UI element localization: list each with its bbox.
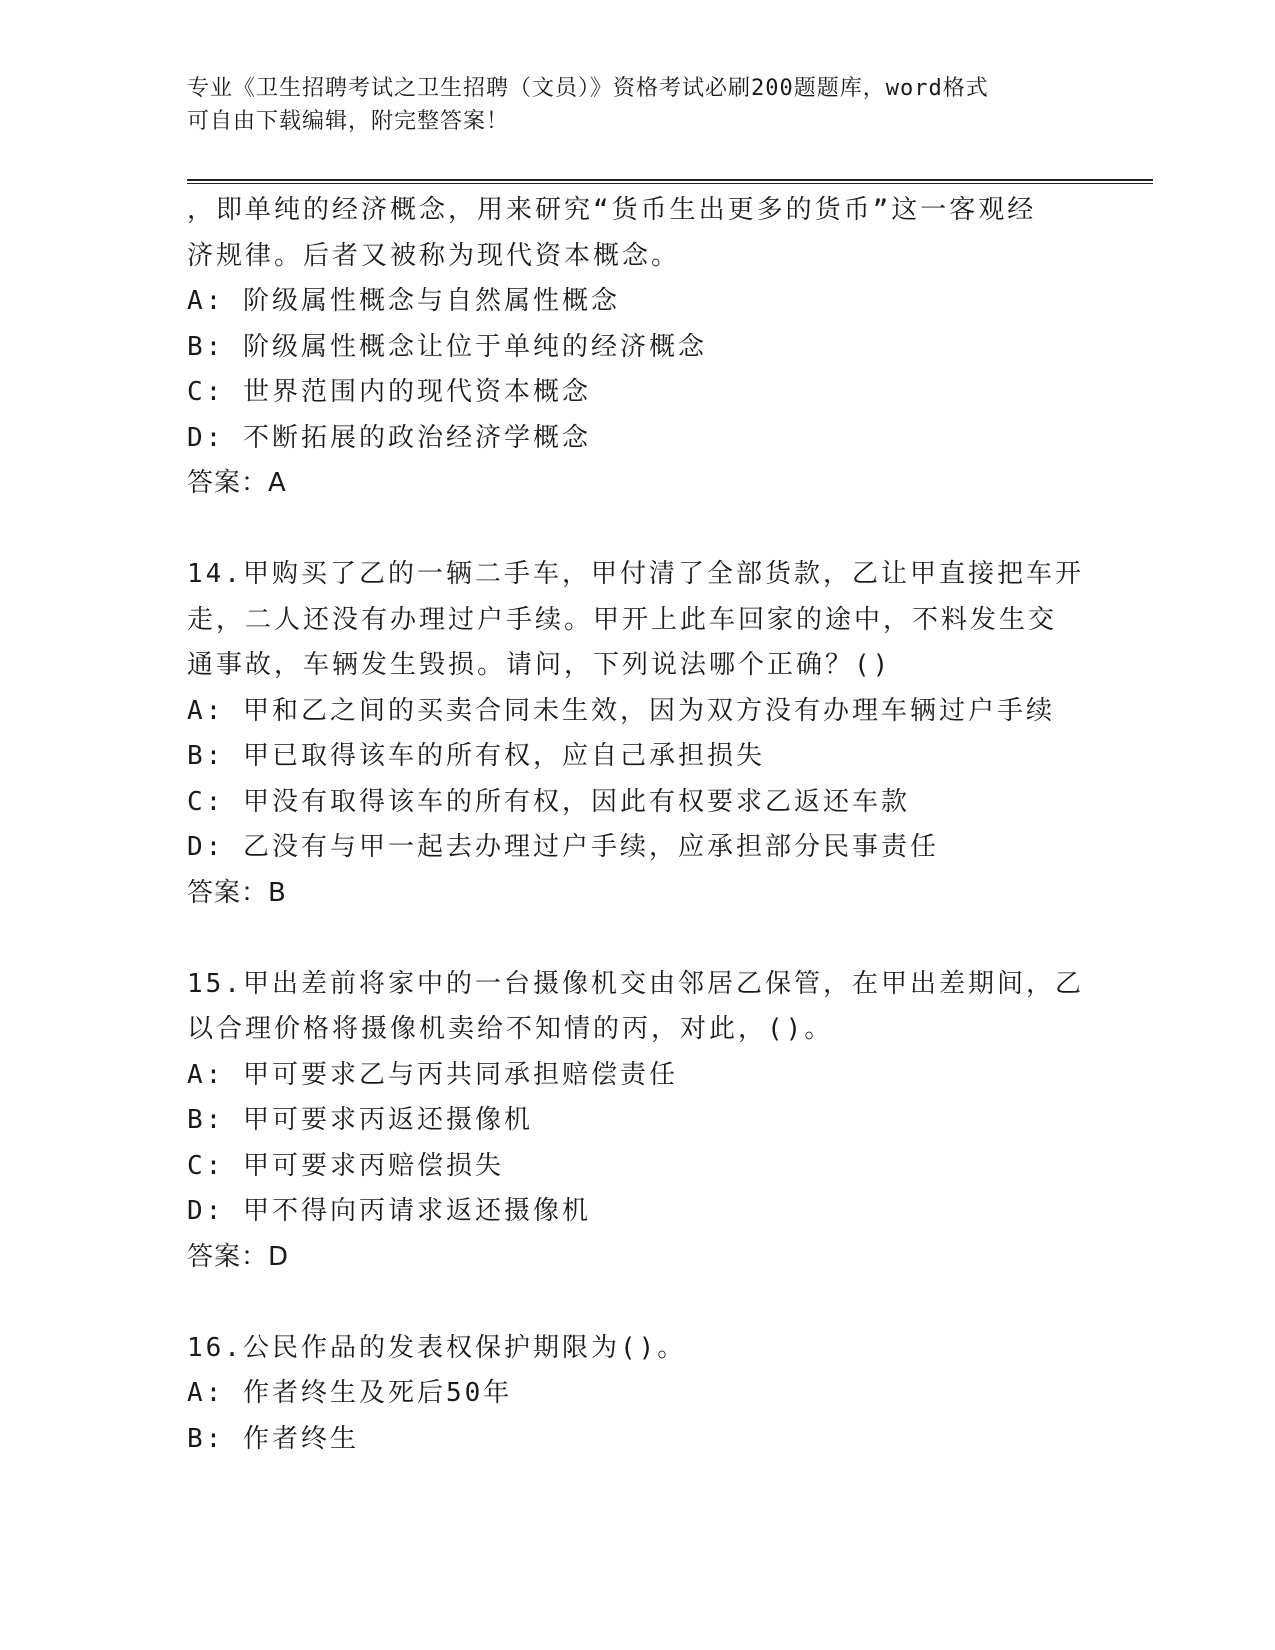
question-text-line: 以合理价格将摄像机卖给不知情的丙，对此，()。 bbox=[187, 1014, 834, 1044]
question-text-line: 16.公民作品的发表权保护期限为()。 bbox=[187, 1332, 687, 1363]
answer-label: 答案：A bbox=[187, 468, 287, 498]
document-header bbox=[187, 72, 1087, 138]
question-15 bbox=[187, 962, 1087, 1281]
answer-label: 答案：D bbox=[187, 1241, 290, 1272]
option-b: B: 甲已取得该车的所有权，应自己承担损失 bbox=[187, 741, 765, 771]
question-text-line: 15.甲出差前将家中的一台摄像机交由邻居乙保管，在甲出差期间，乙 bbox=[187, 968, 1084, 999]
question-text-line: 走，二人还没有办理过户手续。甲开上此车回家的途中，不料发生交 bbox=[187, 604, 1058, 635]
option-c: C: 甲可要求丙赔偿损失 bbox=[187, 1150, 504, 1181]
option-d: D: 甲不得向丙请求返还摄像机 bbox=[187, 1196, 591, 1226]
option-b: B: 甲可要求丙返还摄像机 bbox=[187, 1105, 533, 1135]
header-line-2: 可自由下载编辑，附完整答案！ bbox=[187, 109, 510, 134]
option-b: B: 作者终生 bbox=[187, 1423, 359, 1454]
spacer bbox=[187, 507, 1087, 553]
option-c: C: 甲没有取得该车的所有权，因此有权要求乙返还车款 bbox=[187, 786, 910, 817]
option-a: A: 甲和乙之间的买卖合同未生效，因为双方没有办理车辆过户手续 bbox=[187, 695, 1055, 726]
question-text-line: ，即单纯的经济概念，用来研究“货币生出更多的货币”这一客观经 bbox=[187, 195, 1037, 225]
option-d: D: 不断拓展的政治经济学概念 bbox=[187, 422, 591, 453]
question-16 bbox=[187, 1326, 1087, 1463]
header-line-1: 专业《卫生招聘考试之卫生招聘（文员）》资格考试必刷200题题库，word格式 bbox=[187, 76, 989, 101]
option-a: A: 甲可要求乙与丙共同承担赔偿责任 bbox=[187, 1059, 678, 1090]
option-a: A: 作者终生及死后50年 bbox=[187, 1378, 513, 1408]
question-text-line: 济规律。后者又被称为现代资本概念。 bbox=[187, 240, 681, 271]
question-text-line: 14.甲购买了乙的一辆二手车，甲付清了全部货款，乙让甲直接把车开 bbox=[187, 559, 1084, 589]
answer-label: 答案：B bbox=[187, 877, 287, 908]
question-13-tail bbox=[187, 188, 1087, 507]
header-divider bbox=[187, 179, 1153, 184]
option-b: B: 阶级属性概念让位于单纯的经济概念 bbox=[187, 331, 707, 362]
option-a: A: 阶级属性概念与自然属性概念 bbox=[187, 286, 620, 316]
question-text-line: 通事故，车辆发生毁损。请问，下列说法哪个正确？() bbox=[187, 650, 892, 680]
question-list bbox=[187, 188, 1087, 1462]
spacer bbox=[187, 916, 1087, 962]
question-14 bbox=[187, 552, 1087, 916]
spacer bbox=[187, 1280, 1087, 1326]
option-c: C: 世界范围内的现代资本概念 bbox=[187, 377, 591, 407]
option-d: D: 乙没有与甲一起去办理过户手续，应承担部分民事责任 bbox=[187, 832, 939, 862]
